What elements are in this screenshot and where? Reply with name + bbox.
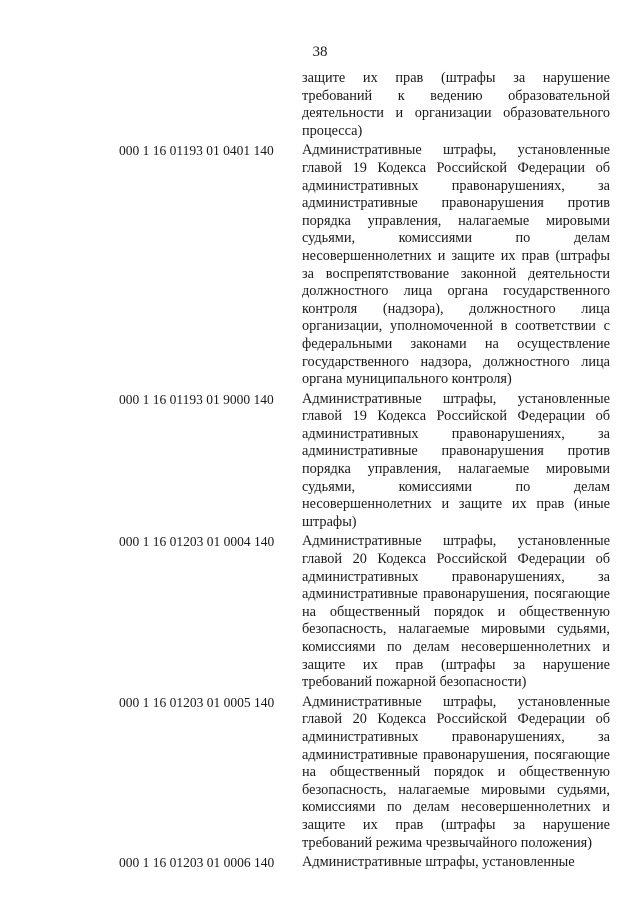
classification-description: Административные штрафы, установленные главой 20 Кодекса Российской Федерации об административных правонарушениях, за административные правонарушения, посягающие на общественный порядок и общественную безопасность, налагаемые мировыми судьями, комиссиями по делам несовершеннолетних и защите их прав (штрафы за нарушение требований режима чрезвычайного положения) <box>302 693 610 851</box>
classification-description: Административные штрафы, установленные <box>302 854 575 871</box>
table-row <box>0 533 640 691</box>
classification-description: защите их прав (штрафы за нарушение требований к ведению образовательной деятельности и организации образовательного процесса) <box>302 70 610 139</box>
table-row <box>0 142 640 388</box>
classification-description: Административные штрафы, установленные главой 19 Кодекса Российской Федерации об административных правонарушениях, за административные правонарушения против порядка управления, налагаемые мировыми судьями, комиссиями по делам несовершеннолетних и защите их прав (штрафы за воспрепятствование законной деятельности должностного лица органа государственного контроля (надзора), должностного лица организации, уполномоченной в соответствии с федеральными законами на осуществление государственного надзора, должностного лица органа муниципального контроля) <box>302 142 610 388</box>
table-row <box>0 854 640 872</box>
classification-code: 000 1 16 01193 01 0401 140 <box>119 143 274 159</box>
table-row <box>0 694 640 852</box>
classification-description: Административные штрафы, установленные главой 20 Кодекса Российской Федерации об административных правонарушениях, за административные правонарушения, посягающие на общественный порядок и общественную безопасность, налагаемые мировыми судьями, комиссиями по делам несовершеннолетних и защите их прав (штрафы за нарушение требований пожарной безопасности) <box>302 533 610 691</box>
page-number: 38 <box>312 44 328 60</box>
table-row <box>0 391 640 532</box>
budget-classification-table <box>0 70 640 874</box>
classification-code: 000 1 16 01203 01 0006 140 <box>119 855 275 871</box>
classification-description: Административные штрафы, установленные главой 19 Кодекса Российской Федерации об административных правонарушениях, за административные правонарушения против порядка управления, налагаемые мировыми судьями, комиссиями по делам несовершеннолетних и защите их прав (иные штрафы) <box>302 390 610 530</box>
classification-code: 000 1 16 01203 01 0004 140 <box>119 534 275 550</box>
classification-code: 000 1 16 01203 01 0005 140 <box>119 694 275 710</box>
classification-code: 000 1 16 01193 01 9000 140 <box>119 391 274 407</box>
table-row <box>0 70 640 140</box>
